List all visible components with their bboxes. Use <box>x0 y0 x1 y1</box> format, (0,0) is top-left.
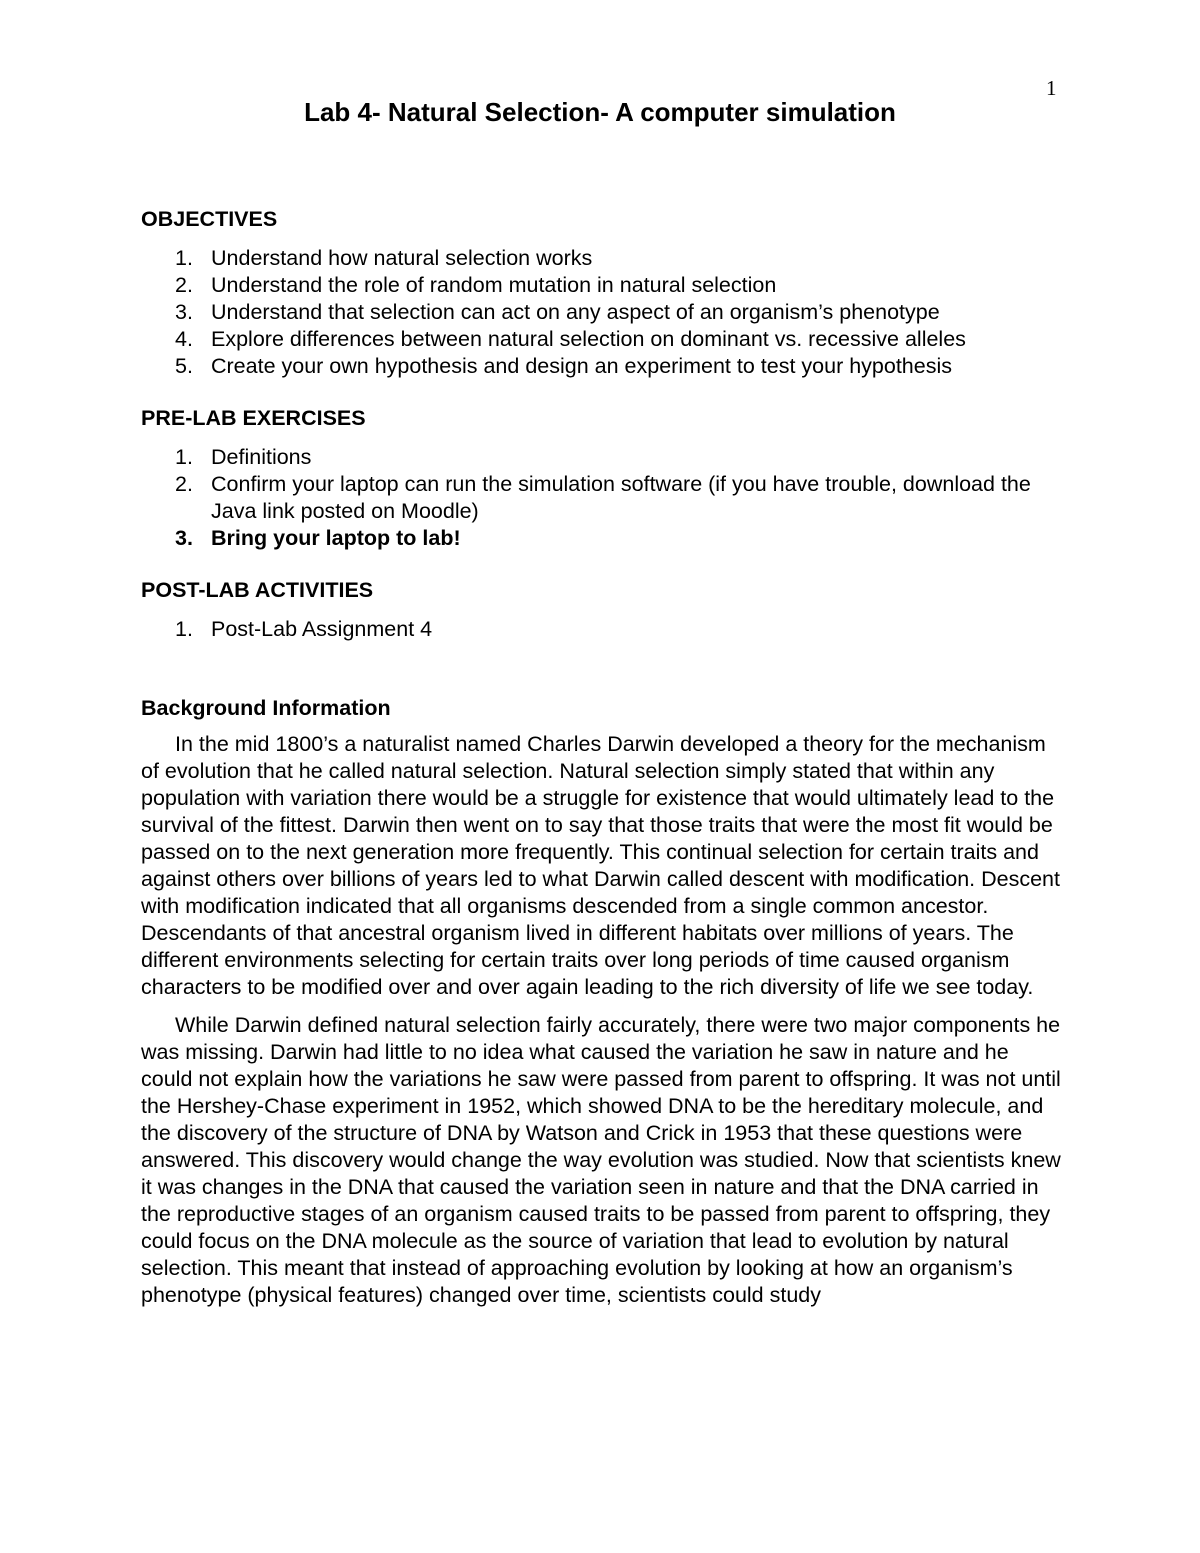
objectives-list <box>141 245 1066 380</box>
list-number: 5. <box>175 354 193 378</box>
postlab-section <box>141 577 1066 643</box>
objectives-section <box>141 206 1066 380</box>
list-number: 2. <box>175 273 193 297</box>
list-item-text: Definitions <box>211 445 312 469</box>
list-item-text: Understand the role of random mutation in natural selection <box>211 273 777 297</box>
list-item-text: Explore differences between natural selection on dominant vs. recessive alleles <box>211 327 966 351</box>
prelab-heading: PRE-LAB EXERCISES <box>141 406 366 430</box>
list-item <box>141 299 1066 326</box>
objectives-heading: OBJECTIVES <box>141 207 278 231</box>
background-paragraph: While Darwin defined natural selection fairly accurately, there were two major components he was missing. Darwin had little to no idea what caused the variation he saw in nature and he could not explain how the variations he saw were passed from parent to offspring. It was not until the Hershey-Chase experiment in 1952, which showed DNA to be the hereditary molecule, and the discovery of the structure of DNA by Watson and Crick in 1953 that these questions were answered. This discovery would change the way evolution was studied. Now that scientists knew it was changes in the DNA that caused the variation seen in nature and that the DNA carried in the reproductive stages of an organism caused traits to be passed from parent to offspring, they could focus on the DNA molecule as the source of variation that lead to evolution by natural selection. This meant that instead of approaching evolution by looking at how an organism’s phenotype (physical features) changed over time, scientists could study <box>141 1013 1061 1307</box>
list-item <box>141 616 1066 643</box>
document-body <box>141 206 1066 1320</box>
list-number: 3. <box>175 526 193 550</box>
list-item <box>141 525 1066 552</box>
list-item <box>141 272 1066 299</box>
list-item <box>141 353 1066 380</box>
list-number: 1. <box>175 445 193 469</box>
list-number: 3. <box>175 300 193 324</box>
list-number: 4. <box>175 327 193 351</box>
page-number: 1 <box>1046 76 1057 100</box>
list-item-text: Post-Lab Assignment 4 <box>211 617 433 641</box>
list-item <box>141 326 1066 353</box>
list-item-text: Understand that selection can act on any aspect of an organism’s phenotype <box>211 300 940 324</box>
postlab-list <box>141 616 1066 643</box>
list-item <box>141 471 1066 525</box>
prelab-section <box>141 405 1066 552</box>
list-number: 2. <box>175 472 193 496</box>
list-number: 1. <box>175 617 193 641</box>
list-item-text: Understand how natural selection works <box>211 246 593 270</box>
background-paragraph: In the mid 1800’s a naturalist named Charles Darwin developed a theory for the mechanism of evolution that he called natural selection. Natural selection simply stated that within any population with variation there would be a struggle for existence that would ultimately lead to the survival of the fittest. Darwin then went on to say that those traits that were the most fit would be passed on to the next generation more frequently. This continual selection for certain traits and against others over billions of years led to what Darwin called descent with modification. Descent with modification indicated that all organisms descended from a single common ancestor. Descendants of that ancestral organism lived in different habitats over millions of years. The different environments selecting for certain traits over long periods of time caused organism characters to be modified over and over again leading to the rich diversity of life we see today. <box>141 732 1060 999</box>
prelab-list <box>141 444 1066 552</box>
list-item-text: Bring your laptop to lab! <box>211 526 461 550</box>
list-item-text: Create your own hypothesis and design an experiment to test your hypothesis <box>211 354 952 378</box>
list-item <box>141 444 1066 471</box>
list-number: 1. <box>175 246 193 270</box>
document-title: Lab 4- Natural Selection- A computer simulation <box>304 97 896 127</box>
list-item <box>141 245 1066 272</box>
postlab-heading: POST-LAB ACTIVITIES <box>141 578 374 602</box>
background-heading: Background Information <box>141 696 391 720</box>
list-item-text: Confirm your laptop can run the simulation software (if you have trouble, download the Java link posted on Moodle) <box>211 472 1031 523</box>
background-section <box>141 695 1066 1309</box>
